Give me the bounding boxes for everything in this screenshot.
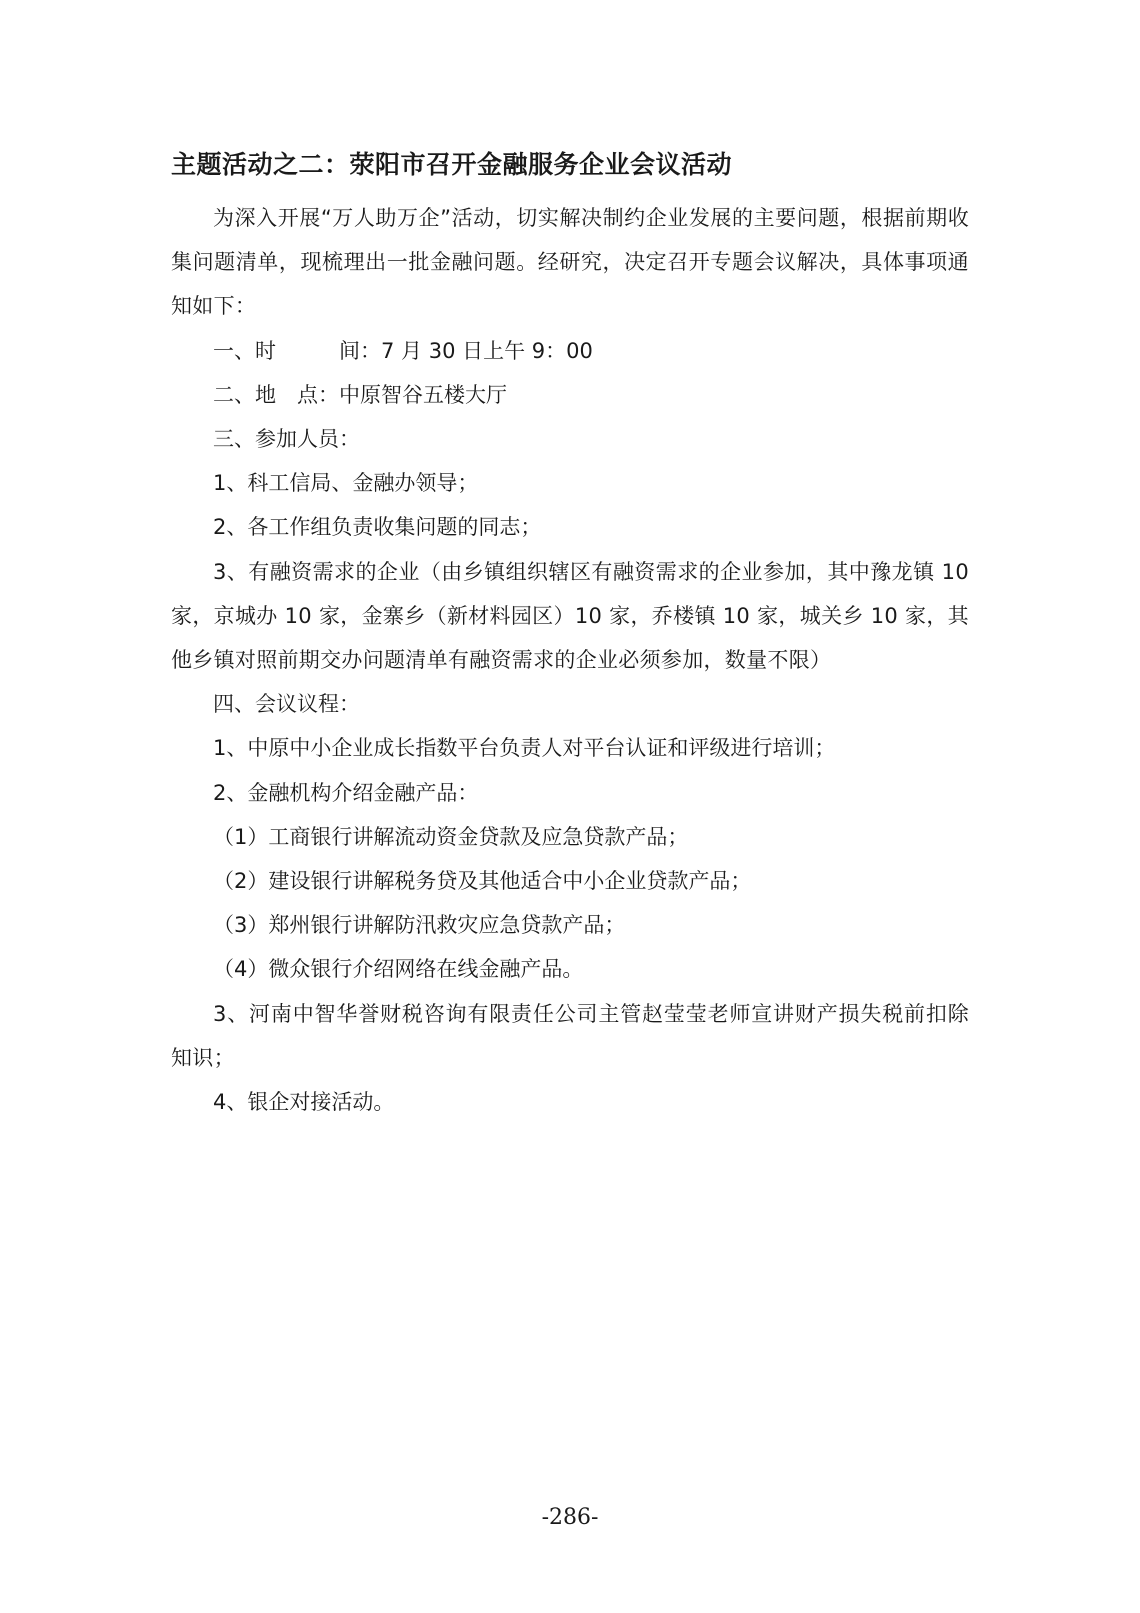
place-label: 二、地 (213, 382, 276, 407)
agenda-subitem: （3）郑州银行讲解防汛救灾应急贷款产品； (213, 913, 626, 938)
agenda-item: 1、中原中小企业成长指数平台负责人对平台认证和评级进行培训； (213, 736, 836, 761)
agenda-heading: 四、会议议程： (213, 692, 360, 717)
agenda-subitem: （4）微众银行介绍网络在线金融产品。 (213, 957, 584, 982)
attendees-heading: 三、参加人员： (213, 427, 360, 452)
place-value: 点：中原智谷五楼大厅 (297, 382, 507, 407)
attendee-item: 3、有融资需求的企业（由乡镇组织辖区有融资需求的企业参加，其中豫龙镇 10 家，京城办 10 家，金寨乡（新材料园区）10 家，乔楼镇 10 家，城关乡 10 家，其他乡镇对照前期交办问题清单有融资需求的企业必须参加，数量不限） (171, 559, 969, 673)
agenda-subitem: （2）建设银行讲解税务贷及其他适合中小企业贷款产品； (213, 869, 752, 894)
document-body (171, 196, 969, 1124)
intro-paragraph: 为深入开展“万人助万企”活动，切实解决制约企业发展的主要问题，根据前期收集问题清单，现梳理出一批金融问题。经研究，决定召开专题会议解决，具体事项通知如下： (171, 206, 969, 319)
attendee-item: 2、各工作组负责收集问题的同志； (213, 515, 542, 540)
time-label: 一、时 (213, 338, 276, 363)
time-value: 间：7 月 30 日上午 9：00 (339, 338, 593, 363)
agenda-item: 4、银企对接活动。 (213, 1090, 395, 1115)
agenda-item: 3、河南中智华誉财税咨询有限责任公司主管赵莹莹老师宣讲财产损失税前扣除知识； (171, 1001, 969, 1070)
page-number: -286- (541, 1505, 599, 1530)
agenda-item: 2、金融机构介绍金融产品： (213, 780, 479, 805)
agenda-subitem: （1）工商银行讲解流动资金贷款及应急贷款产品； (213, 824, 689, 849)
place-line (171, 373, 969, 417)
time-line (171, 329, 969, 373)
document-title: 主题活动之二：荥阳市召开金融服务企业会议活动 (171, 150, 733, 179)
attendee-item: 1、科工信局、金融办领导； (213, 471, 479, 496)
